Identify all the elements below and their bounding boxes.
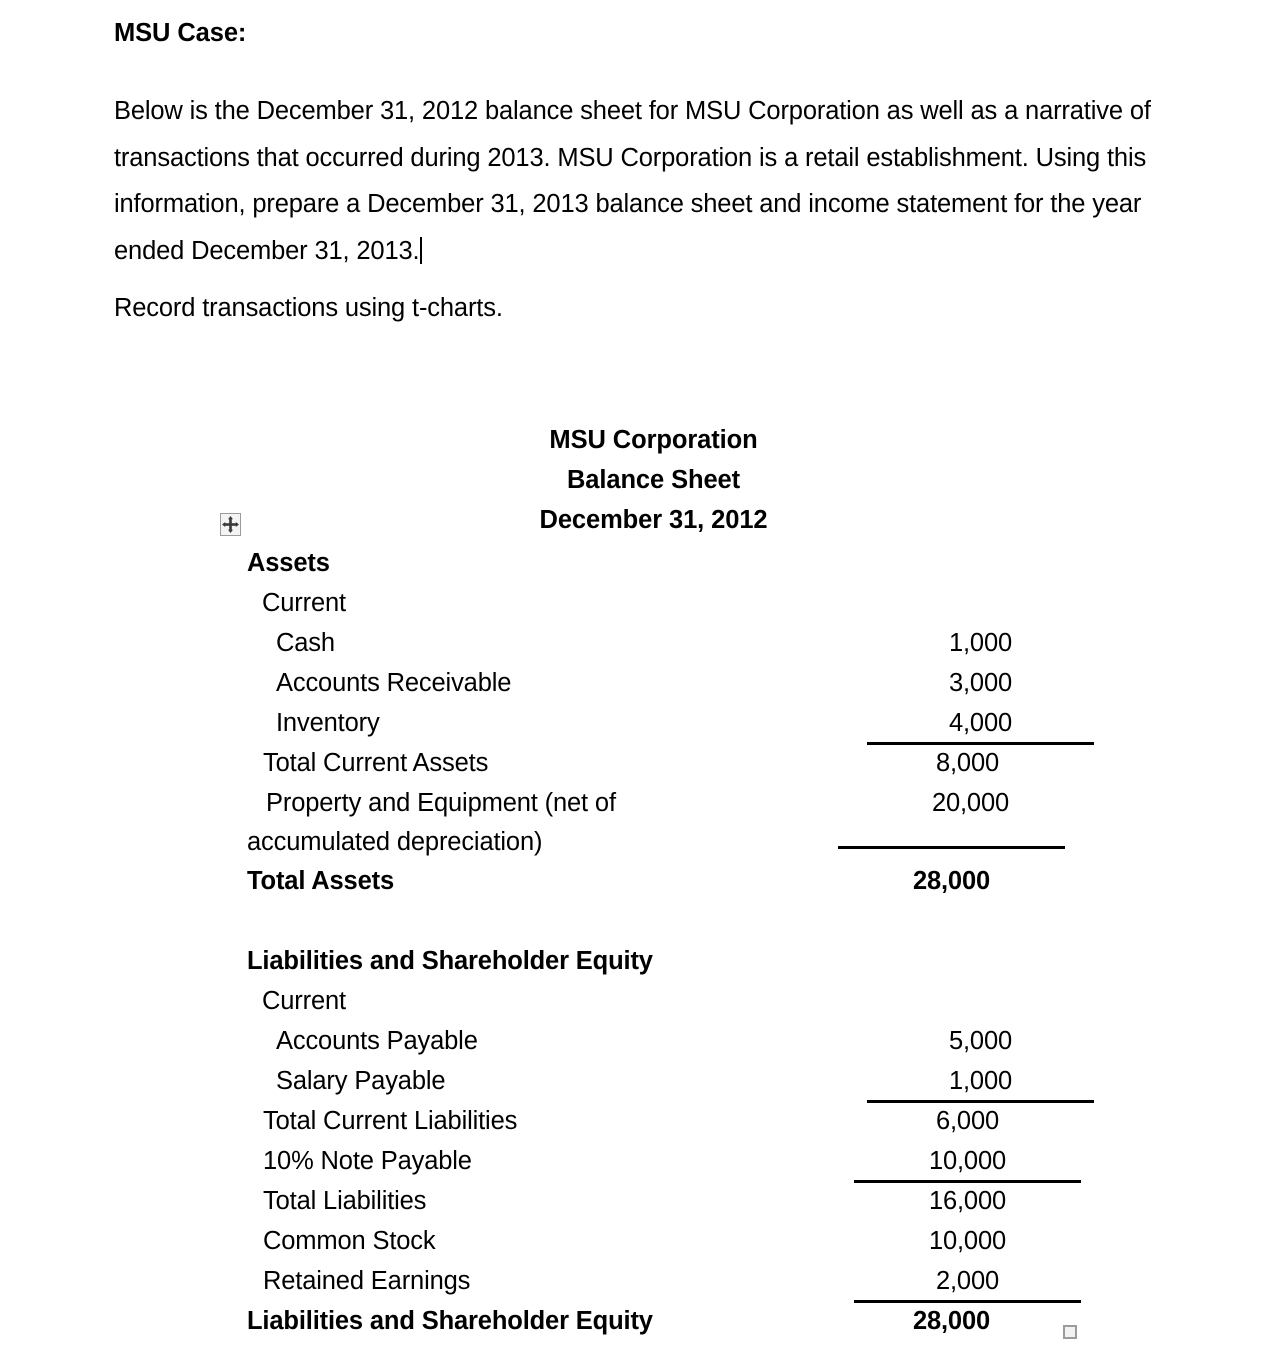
table-row-liabilities-heading xyxy=(247,941,1072,981)
row-label-accounts-receivable: Accounts Receivable xyxy=(276,669,512,697)
table-row xyxy=(247,623,1072,663)
row-label-property-equipment-wrap: accumulated depreciation) xyxy=(247,828,543,856)
row-label-cash: Cash xyxy=(276,629,335,657)
row-amount-total-current-assets: 8,000 xyxy=(935,749,1000,777)
table-row xyxy=(247,663,1072,703)
table-row-assets-heading xyxy=(247,543,1072,583)
row-amount-retained-earnings: 2,000 xyxy=(854,1261,1081,1301)
row-label-total-current-liabilities: Total Current Liabilities xyxy=(263,1107,518,1135)
row-amount-total-assets: 28,000 xyxy=(912,867,991,895)
row-amount-accounts-payable: 5,000 xyxy=(948,1027,1013,1055)
table-row xyxy=(247,703,1072,743)
row-label-salary-payable: Salary Payable xyxy=(276,1067,446,1095)
table-row xyxy=(247,1181,1072,1221)
table-row xyxy=(247,861,1072,901)
row-label-total-current-assets: Total Current Assets xyxy=(263,749,489,777)
table-row xyxy=(247,1261,1072,1301)
table-row xyxy=(247,1141,1072,1181)
row-amount-note-payable: 10,000 xyxy=(854,1141,1081,1181)
row-label-total-liabilities-equity: Liabilities and Shareholder Equity xyxy=(247,1307,653,1335)
table-row xyxy=(247,1061,1072,1101)
intro-paragraph-text: Below is the December 31, 2012 balance sheet for MSU Corporation as well as a narrative of transactions that occurred during 2013. MSU Corporation is a retail establishment. Using this information, prepare a December 31, 2013 balance sheet and income statement for the year ended December 31, 2013. xyxy=(114,97,1151,265)
liabilities-heading: Liabilities and Shareholder Equity xyxy=(247,947,653,975)
balance-sheet-title-date: December 31, 2012 xyxy=(539,506,768,534)
table-row-assets-current xyxy=(247,583,1072,623)
table-move-handle[interactable] xyxy=(220,513,241,536)
balance-sheet-title-statement: Balance Sheet xyxy=(566,466,741,494)
intro-paragraph[interactable] xyxy=(114,88,1169,274)
row-label-accounts-payable: Accounts Payable xyxy=(276,1027,478,1055)
table-row xyxy=(247,743,1072,783)
table-row xyxy=(247,823,1072,861)
balance-sheet-title-company: MSU Corporation xyxy=(549,426,758,454)
row-label-total-liabilities: Total Liabilities xyxy=(263,1187,427,1215)
row-label-retained-earnings: Retained Earnings xyxy=(263,1267,471,1295)
text-caret xyxy=(420,237,422,264)
row-amount-inventory: 4,000 xyxy=(867,703,1094,743)
table-row xyxy=(247,1301,1072,1341)
row-amount-property-equipment: 20,000 xyxy=(931,789,1010,817)
row-amount-total-liabilities-equity: 28,000 xyxy=(912,1307,991,1335)
balance-sheet-table[interactable] xyxy=(247,420,1072,1341)
liabilities-current-subheading: Current xyxy=(262,987,346,1015)
row-label-common-stock: Common Stock xyxy=(263,1227,436,1255)
balance-sheet-body xyxy=(247,543,1072,1341)
row-amount-total-current-liabilities: 6,000 xyxy=(935,1107,1000,1135)
row-amount-common-stock: 10,000 xyxy=(928,1227,1007,1255)
move-cross-icon xyxy=(221,514,240,535)
table-row-liabilities-current xyxy=(247,981,1072,1021)
row-amount-total-liabilities: 16,000 xyxy=(928,1187,1007,1215)
row-label-property-equipment: Property and Equipment (net of xyxy=(266,789,616,817)
record-transactions-line: Record transactions using t-charts. xyxy=(114,294,503,322)
row-label-total-assets: Total Assets xyxy=(247,867,394,895)
row-label-inventory: Inventory xyxy=(276,709,380,737)
table-row xyxy=(247,783,1072,823)
assets-current-subheading: Current xyxy=(262,589,346,617)
table-row xyxy=(247,1221,1072,1261)
table-row xyxy=(247,1021,1072,1061)
table-row xyxy=(247,1101,1072,1141)
assets-heading: Assets xyxy=(247,549,330,577)
row-label-note-payable: 10% Note Payable xyxy=(263,1147,472,1175)
table-row-spacer xyxy=(247,901,1072,941)
row-amount-accounts-receivable: 3,000 xyxy=(948,669,1013,697)
row-amount-salary-payable: 1,000 xyxy=(867,1061,1094,1101)
row-amount-cash: 1,000 xyxy=(948,629,1013,657)
case-heading: MSU Case: xyxy=(114,19,247,47)
